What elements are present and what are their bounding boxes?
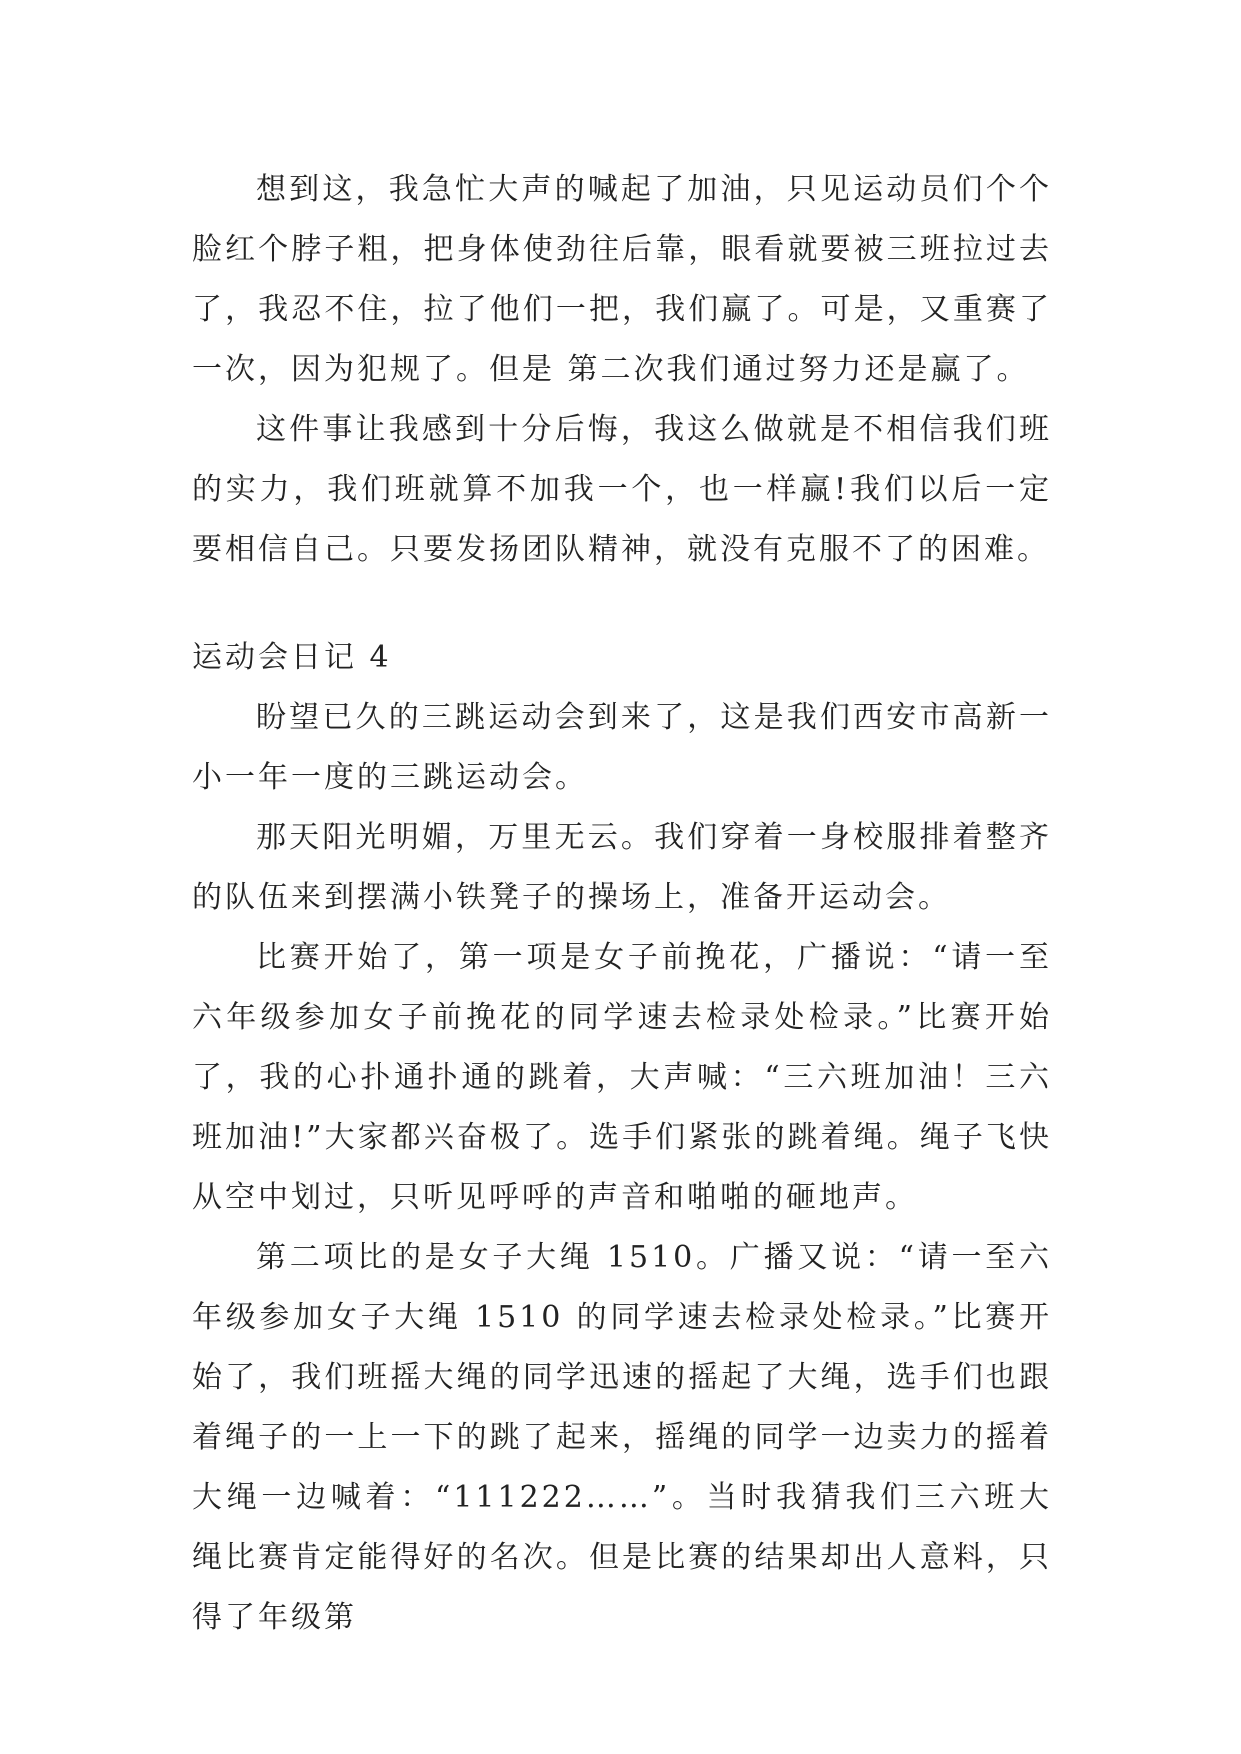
paragraph: 那天阳光明媚，万里无云。我们穿着一身校服排着整齐的队伍来到摆满小铁凳子的操场上，准备开运动会。 [192,820,1052,915]
paragraph: 这件事让我感到十分后悔，我这么做就是不相信我们班的实力，我们班就算不加我一个，也一样赢!我们以后一定要相信自己。只要发扬团队精神，就没有克服不了的困难。 [192,412,1052,567]
paragraph: 想到这，我急忙大声的喊起了加油，只见运动员们个个脸红个脖子粗，把身体使劲往后靠，眼看就要被三班拉过去了，我忍不住，拉了他们一把，我们赢了。可是，又重赛了一次，因为犯规了。但是 第二次我们通过努力还是赢了。 [192,172,1052,387]
section-title: 运动会日记 4 [192,640,392,675]
paragraph: 第二项比的是女子大绳 1510。广播又说：“请一至六年级参加女子大绳 1510 的同学速去检录处检录。”比赛开始了，我们班摇大绳的同学迅速的摇起了大绳，选手们也跟着绳子的一上一下的跳了起来，摇绳的同学一边卖力的摇着大绳一边喊着：“111222……”。当时我猜我们三六班大绳比赛肯定能得好的名次。但是比赛的结果却出人意料，只得了年级第 [192,1240,1052,1635]
paragraph: 盼望已久的三跳运动会到来了，这是我们西安市高新一小一年一度的三跳运动会。 [192,700,1052,795]
document-page [192,160,1052,1648]
paragraph: 比赛开始了，第一项是女子前挽花，广播说：“请一至六年级参加女子前挽花的同学速去检录处检录。”比赛开始了，我的心扑通扑通的跳着，大声喊：“三六班加油！三六班加油!”大家都兴奋极了。选手们紧张的跳着绳。绳子飞快从空中划过，只听见呼呼的声音和啪啪的砸地声。 [192,940,1052,1215]
